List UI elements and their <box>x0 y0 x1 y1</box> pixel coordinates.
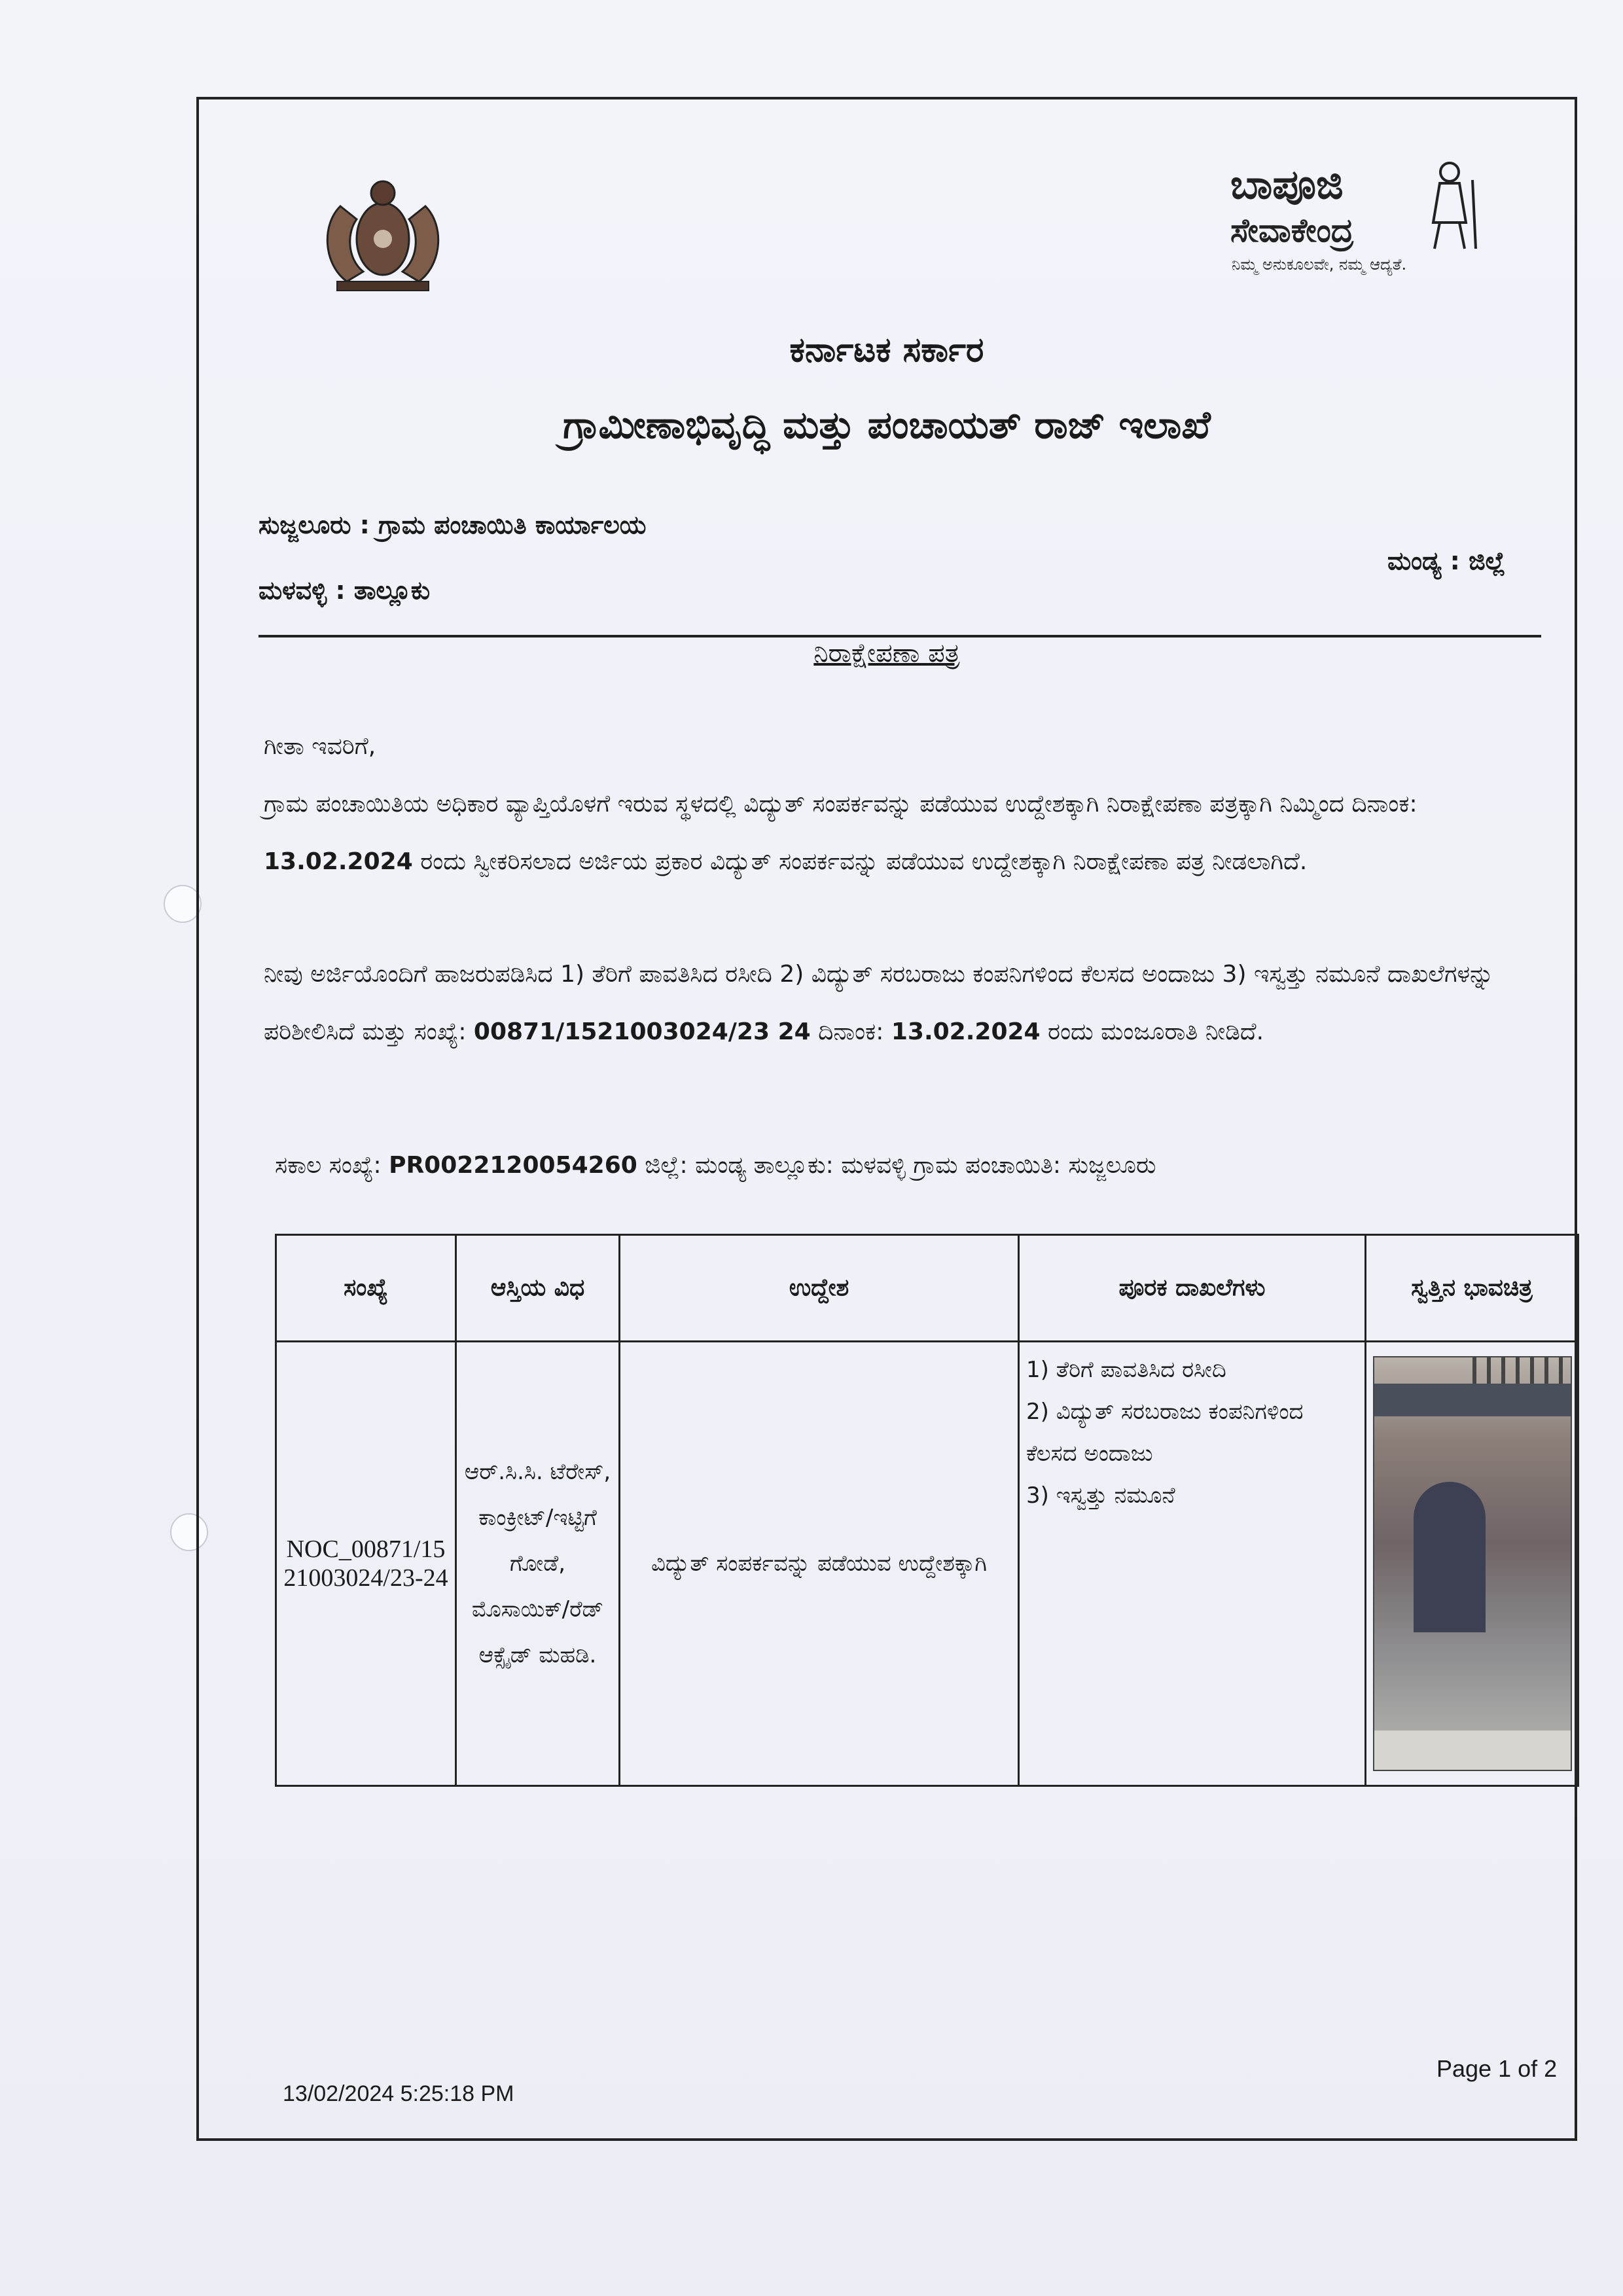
bapuji-sevakendra-logo <box>1217 160 1492 285</box>
column-header-photo: ಸ್ವತ್ತಿನ ಭಾವಚಿತ್ರ <box>1366 1235 1578 1342</box>
paragraph-approval <box>264 946 1540 1061</box>
approval-date: 13.02.2024 <box>891 1018 1041 1045</box>
document-item: 1) ತೆರಿಗೆ ಪಾವತಿಸಿದ ರಸೀದಿ <box>1026 1357 1226 1383</box>
paragraph-text: ದಿನಾಂಕ: <box>818 1018 884 1045</box>
approval-number: 00871/1521003024/23 24 <box>473 1018 811 1045</box>
photo-roof <box>1374 1384 1571 1416</box>
photo-arch <box>1414 1482 1486 1632</box>
sakala-label: ಸಕಾಲ ಸಂಖ್ಯೆ: <box>275 1152 382 1179</box>
table-header-row <box>276 1235 1578 1342</box>
government-title: ಕರ್ನಾಟಕ ಸರ್ಕಾರ <box>789 331 984 370</box>
paragraph-text: ರಂದು ಮಂಜೂರಾತಿ ನೀಡಿದೆ. <box>1048 1018 1264 1045</box>
sakala-location: ಜಿಲ್ಲೆ: ಮಂಡ್ಯ ತಾಲ್ಲೂಕು: ಮಳವಳ್ಳಿ ಗ್ರಾಮ ಪಂಚಾಯಿತಿ: ಸುಜ್ಜಲೂರು <box>645 1152 1156 1179</box>
salutation: ಗೀತಾ ಇವರಿಗೆ, <box>264 733 376 760</box>
application-date: 13.02.2024 <box>264 848 413 875</box>
print-timestamp: 13/02/2024 5:25:18 PM <box>283 2081 514 2106</box>
table-row <box>276 1342 1578 1786</box>
gandhi-figure-icon <box>1414 160 1486 252</box>
document-title: ನಿರಾಕ್ಷೇಪಣಾ ಪತ್ರ <box>813 638 960 668</box>
logo-tagline: ನಿಮ್ಮ ಅನುಕೂಲವೇ, ನಮ್ಮ ಆದ್ಯತೆ. <box>1232 255 1407 274</box>
photo-ground <box>1374 1731 1571 1770</box>
property-photo <box>1373 1356 1572 1771</box>
header-divider <box>259 635 1541 637</box>
paragraph-text: ರಂದು ಸ್ವೀಕರಿಸಲಾದ ಅರ್ಜಿಯ ಪ್ರಕಾರ ವಿದ್ಯುತ್ ಸಂಪರ್ಕವನ್ನು ಪಡೆಯುವ ಉದ್ದೇಶಕ್ಕಾಗಿ ನಿರಾಕ್ಷೇಪಣಾ ಪತ್ರ ನೀಡಲಾಗಿದೆ. <box>420 848 1308 875</box>
department-title: ಗ್ರಾಮೀಣಾಭಿವೃದ್ಧಿ ಮತ್ತು ಪಂಚಾಯತ್ ರಾಜ್ ಇಲಾಖೆ <box>563 403 1211 447</box>
supporting-documents <box>1019 1342 1366 1786</box>
property-type: ಆರ್.ಸಿ.ಸಿ. ಟೆರೇಸ್, ಕಾಂಕ್ರೀಟ್/ಇಟ್ಟಿಗೆ ಗೋಡೆ, ಮೊಸಾಯಿಕ್/ರೆಡ್ ಆಕ್ಸೈಡ್ ಮಹಡಿ. <box>456 1342 620 1786</box>
document-item: 3) ಇಸ್ವತ್ತು ನಮೂನೆ <box>1026 1482 1175 1509</box>
column-header-property-type: ಆಸ್ತಿಯ ವಿಧ <box>456 1235 620 1342</box>
logo-subtitle: ಸೇವಾಕೇಂದ್ರ <box>1230 211 1354 249</box>
column-header-number: ಸಂಖ್ಯೆ <box>276 1235 456 1342</box>
paragraph-text: ಗ್ರಾಮ ಪಂಚಾಯಿತಿಯ ಅಧಿಕಾರ ವ್ಯಾಪ್ತಿಯೊಳಗೆ ಇರುವ ಸ್ಥಳದಲ್ಲಿ ವಿದ್ಯುತ್ ಸಂಪರ್ಕವನ್ನು ಪಡೆಯುವ ಉದ್ದೇಶಕ್ಕಾಗಿ ನಿರಾಕ್ಷೇಪಣಾ ಪತ್ರಕ್ಕಾಗಿ ನಿಮ್ಮಿಂದ ದಿನಾಂಕ: <box>264 791 1418 817</box>
sakala-number: PR0022120054260 <box>389 1152 637 1179</box>
district-name: ಮಂಡ್ಯ : ಜಿಲ್ಲೆ <box>1387 547 1506 575</box>
karnataka-emblem-icon <box>301 167 465 298</box>
noc-details-table <box>275 1234 1579 1787</box>
page-number: Page 1 of 2 <box>1436 2055 1558 2082</box>
paragraph-text: ನೀವು ಅರ್ಜಿಯೊಂದಿಗೆ ಹಾಜರುಪಡಿಸಿದ 1) ತೆರಿಗೆ ಪಾವತಿಸಿದ ರಸೀದಿ 2) ವಿದ್ಯುತ್ ಸರಬರಾಜು ಕಂಪನಿಗಳಿಂದ ಕೆಲಸದ ಅಂದಾಜು 3) ಇಸ್ವತ್ತು ನಮೂನೆ ದಾಖಲೆಗಳನ್ನು ಪರಿಶೀಲಿಸಿದೆ ಮತ್ತು ಸಂಖ್ಯೆ: <box>264 961 1494 1045</box>
noc-number: NOC_00871/1521003024/23-24 <box>276 1342 456 1786</box>
photo-railing <box>1472 1357 1571 1384</box>
paragraph-application <box>264 776 1540 891</box>
column-header-purpose: ಉದ್ದೇಶ <box>620 1235 1019 1342</box>
office-name: ಸುಜ್ಜಲೂರು : ಗ್ರಾಮ ಪಂಚಾಯಿತಿ ಕಾರ್ಯಾಲಯ <box>259 511 647 539</box>
taluk-name: ಮಳವಳ್ಳಿ : ತಾಲ್ಲೂಕು <box>259 576 431 605</box>
column-header-documents: ಪೂರಕ ದಾಖಲೆಗಳು <box>1019 1235 1366 1342</box>
document-item: 2) ವಿದ್ಯುತ್ ಸರಬರಾಜು ಕಂಪನಿಗಳಿಂದ ಕೆಲಸದ ಅಂದಾಜು <box>1026 1399 1304 1467</box>
purpose: ವಿದ್ಯುತ್ ಸಂಪರ್ಕವನ್ನು ಪಡೆಯುವ ಉದ್ದೇಶಕ್ಕಾಗಿ <box>620 1342 1019 1786</box>
sakala-line <box>275 1152 1156 1179</box>
property-photo-cell <box>1366 1342 1578 1786</box>
logo-title: ಬಾಪೂಜಿ <box>1230 160 1344 208</box>
